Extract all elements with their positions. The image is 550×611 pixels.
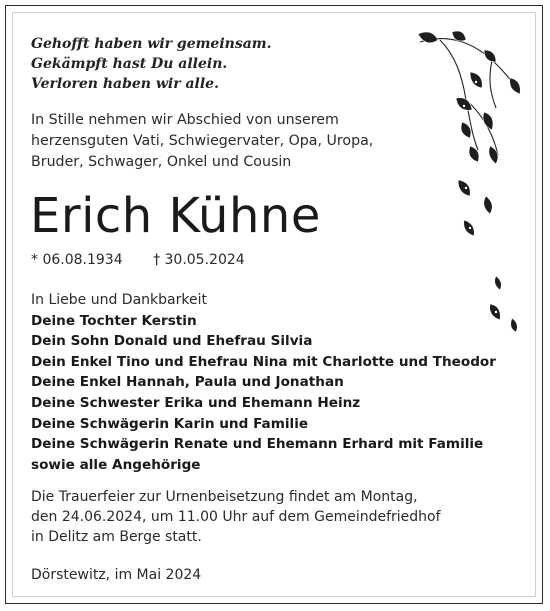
death-date: † 30.05.2024 [153, 252, 245, 268]
life-dates [31, 250, 245, 270]
mourner: sowie alle Angehörige [31, 456, 201, 473]
mourner: Deine Tochter Kerstin [31, 312, 197, 329]
ceremony-line: Die Trauerfeier zur Urnenbeisetzung findet am Montag, [31, 489, 418, 505]
motto-line: Gehofft haben wir gemeinsam. [31, 36, 272, 52]
mourner: Deine Schwester Erika und Ehemann Heinz [31, 394, 361, 411]
mourners-list [31, 290, 496, 475]
mourners-intro: In Liebe und Dankbarkeit [31, 292, 207, 308]
mourner: Dein Sohn Donald und Ehefrau Silvia [31, 333, 313, 350]
intro-line: In Stille nehmen wir Abschied von unserem [31, 112, 339, 128]
ceremony-info [31, 487, 441, 547]
motto [31, 34, 271, 94]
mourner: Deine Schwägerin Karin und Familie [31, 415, 309, 432]
place-and-date: Dörstewitz, im Mai 2024 [31, 567, 202, 583]
intro-line: Bruder, Schwager, Onkel und Cousin [31, 154, 292, 170]
intro-text [31, 110, 373, 173]
motto-line: Verloren haben wir alle. [31, 76, 219, 92]
birth-date: * 06.08.1934 [31, 252, 123, 268]
intro-line: herzensguten Vati, Schwiegervater, Opa, Uropa, [31, 133, 374, 149]
mourner: Dein Enkel Tino und Ehefrau Nina mit Charlotte und Theodor [31, 353, 496, 370]
deceased-name: Erich Kühne [30, 188, 321, 244]
ceremony-line: in Delitz am Berge statt. [31, 529, 202, 545]
motto-line: Gekämpft hast Du allein. [31, 56, 228, 72]
ceremony-line: den 24.06.2024, um 11.00 Uhr auf dem Gemeindefriedhof [31, 509, 441, 525]
mourner: Deine Enkel Hannah, Paula und Jonathan [31, 374, 344, 391]
mourner: Deine Schwägerin Renate und Ehemann Erhard mit Familie [31, 436, 484, 453]
